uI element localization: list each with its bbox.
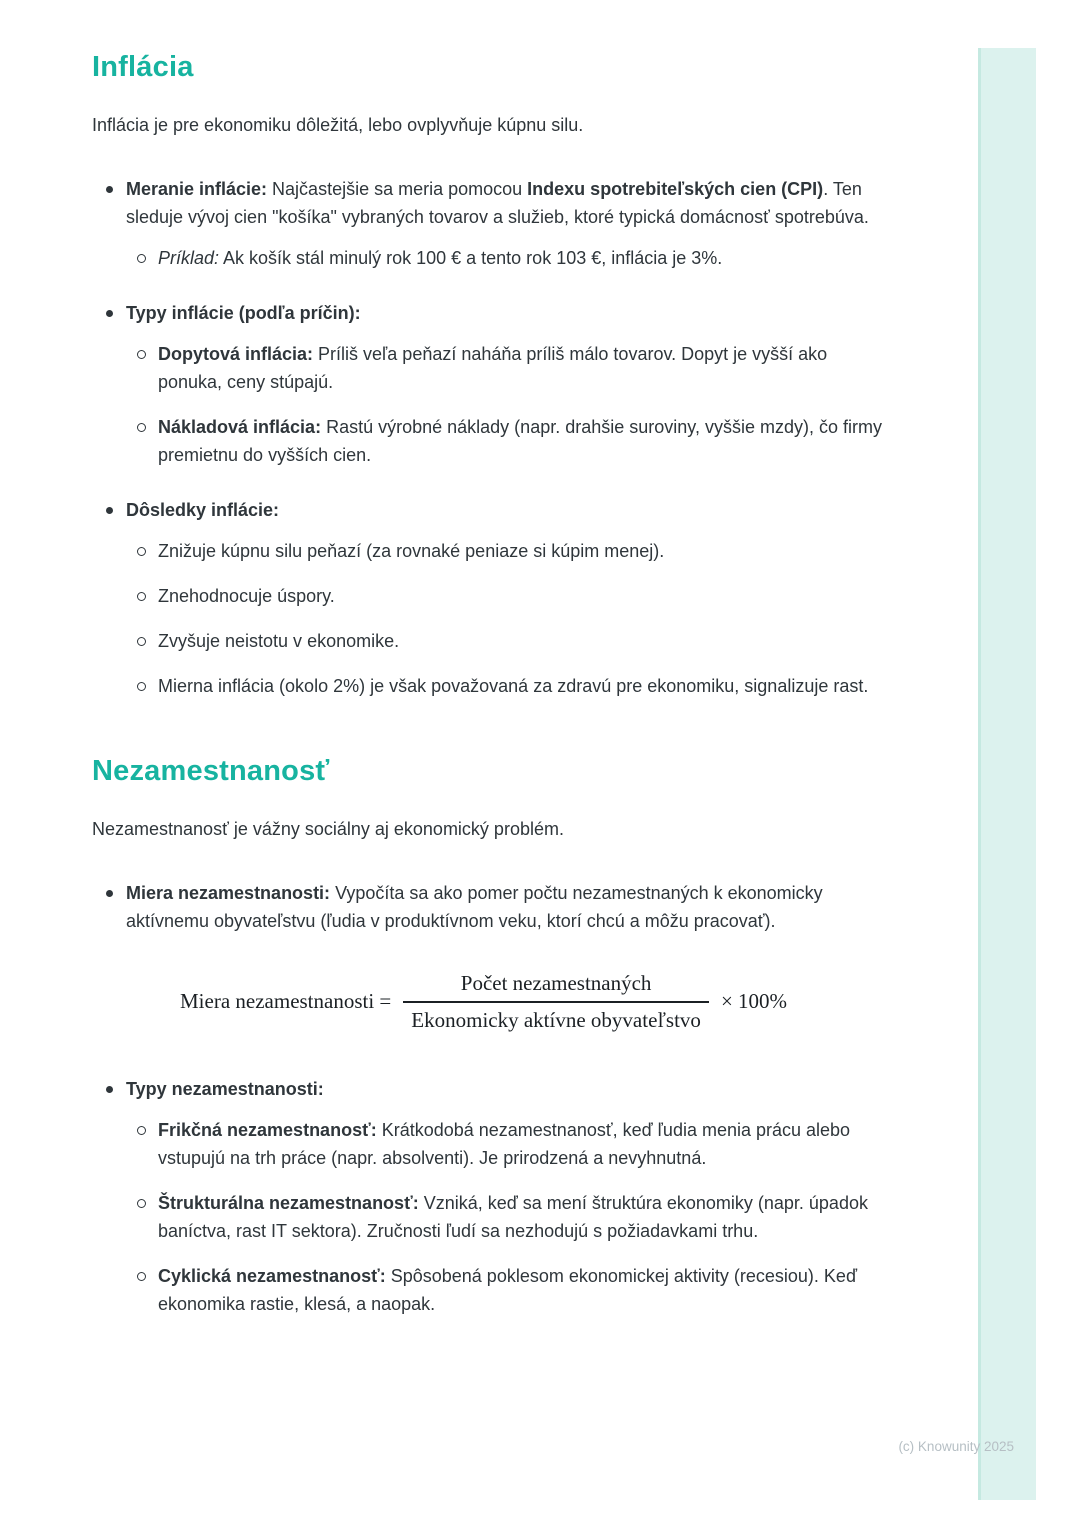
sub-list-item (92, 340, 912, 396)
list-item (92, 496, 912, 700)
text-segment: Znižuje kúpnu silu peňazí (za rovnaké peniaze si kúpim menej). (158, 540, 665, 561)
formula-fraction (403, 971, 709, 1033)
formula-lhs: Miera nezamestnanosti = (180, 989, 392, 1014)
text-segment: Príliš veľa peňazí naháňa príliš málo tovarov. Dopyt je vyšší ako ponuka, ceny stúpajú. (158, 343, 828, 392)
text-segment: Typy inflácie (podľa príčin): (126, 302, 361, 323)
list-item (92, 299, 912, 469)
sub-list-item (92, 537, 912, 565)
list-item (92, 175, 912, 272)
text-segment: Zvyšuje neistotu v ekonomike. (158, 630, 400, 651)
watermark: (c) Knowunity 2025 (898, 1439, 1014, 1454)
bullet-icon (106, 1086, 113, 1093)
sub-list-item (92, 244, 912, 272)
open-bullet-icon (137, 637, 146, 646)
item-text (158, 244, 722, 272)
text-segment: Meranie inflácie: (126, 178, 268, 199)
item-text (158, 1116, 893, 1172)
open-bullet-icon (137, 1199, 146, 1208)
text-segment: Nákladová inflácia: (158, 416, 322, 437)
open-bullet-icon (137, 1126, 146, 1135)
text-segment: . Ten sleduje vývoj cien "košíka" vybraných tovarov a služieb, ktoré typická domácnosť spotrebúva. (126, 178, 869, 227)
sub-list-item (92, 1262, 912, 1318)
open-bullet-icon (137, 682, 146, 691)
text-segment: Najčastejšie sa meria pomocou (267, 178, 528, 199)
text-segment: Rastú výrobné náklady (napr. drahšie suroviny, vyššie mzdy), čo firmy premietnu do vyšších cien. (158, 416, 882, 465)
open-bullet-icon (137, 547, 146, 556)
item-text (126, 496, 279, 524)
text-segment: Indexu spotrebiteľských cien (CPI) (527, 178, 824, 199)
text-segment: Krátkodobá nezamestnanosť, keď ľudia menia prácu alebo vstupujú na trh práce (napr. absolventi). Je prirodzená a nevyhnutná. (158, 1119, 851, 1168)
text-segment: Spôsobená poklesom ekonomickej aktivity (recesiou). Keď ekonomika rastie, klesá, a naopak. (158, 1265, 858, 1314)
bullet-icon (106, 186, 113, 193)
sub-list-item (92, 413, 912, 469)
list-item (92, 1075, 912, 1318)
open-bullet-icon (137, 1272, 146, 1281)
formula-denominator: Ekonomicky aktívne obyvateľstvo (411, 1007, 701, 1032)
text-segment: Miera nezamestnanosti: (126, 882, 331, 903)
open-bullet-icon (137, 254, 146, 263)
sub-list-item (92, 582, 912, 610)
item-text (126, 175, 896, 231)
item-text (158, 672, 868, 700)
open-bullet-icon (137, 592, 146, 601)
text-segment: Dopytová inflácia: (158, 343, 314, 364)
item-text (126, 879, 896, 935)
item-text (158, 1189, 893, 1245)
sub-list-item (92, 1116, 912, 1172)
decorative-side-stripe (978, 48, 1036, 1500)
unemployment-rate-formula (180, 971, 912, 1033)
text-segment: Frikčná nezamestnanosť: (158, 1119, 377, 1140)
text-segment: Cyklická nezamestnanosť: (158, 1265, 386, 1286)
section-inflation (92, 50, 912, 700)
formula-suffix: × 100% (720, 989, 788, 1014)
text-segment: Znehodnocuje úspory. (158, 585, 335, 606)
sub-list-item (92, 1189, 912, 1245)
text-segment: Dôsledky inflácie: (126, 499, 280, 520)
item-text (126, 1075, 324, 1103)
text-segment: Vypočíta sa ako pomer počtu nezamestnaných k ekonomicky aktívnemu obyvateľstvu (ľudia v produktívnom veku, ktorí chcú a môžu pracovať). (126, 882, 823, 931)
item-text (158, 1262, 893, 1318)
sub-list-item (92, 627, 912, 655)
text-segment: Mierna inflácia (okolo 2%) je však považovaná za zdravú pre ekonomiku, signalizuje rast. (158, 675, 869, 696)
item-text (158, 627, 399, 655)
open-bullet-icon (137, 350, 146, 359)
text-segment: Štrukturálna nezamestnanosť: (158, 1192, 419, 1213)
text-segment: Ak košík stál minulý rok 100 € a tento rok 103 €, inflácia je 3%. (219, 247, 723, 268)
item-text (158, 413, 893, 469)
intro-text: Nezamestnanosť je vážny sociálny aj ekonomický problém. (92, 818, 564, 839)
bullet-icon (106, 507, 113, 514)
item-text (158, 537, 664, 565)
sub-list-item (92, 672, 912, 700)
text-segment: Príklad: (158, 247, 220, 268)
section-unemployment (92, 754, 912, 1318)
intro-text: Inflácia je pre ekonomiku dôležitá, lebo ovplyvňuje kúpnu silu. (92, 114, 584, 135)
open-bullet-icon (137, 423, 146, 432)
text-segment: Vzniká, keď sa mení štruktúra ekonomiky (napr. úpadok baníctva, rast IT sektora). Zručnosti ľudí sa nezhodujú s požiadavkami trhu. (158, 1192, 868, 1241)
document-page (92, 50, 912, 1345)
section-heading: Nezamestnanosť (92, 754, 330, 787)
item-text (158, 582, 335, 610)
text-segment: Typy nezamestnanosti: (126, 1078, 324, 1099)
list-item (92, 879, 912, 935)
item-text (158, 340, 893, 396)
formula-numerator: Počet nezamestnaných (460, 970, 652, 995)
bullet-icon (106, 310, 113, 317)
item-text (126, 299, 361, 327)
section-heading: Inflácia (92, 51, 194, 83)
bullet-icon (106, 890, 113, 897)
